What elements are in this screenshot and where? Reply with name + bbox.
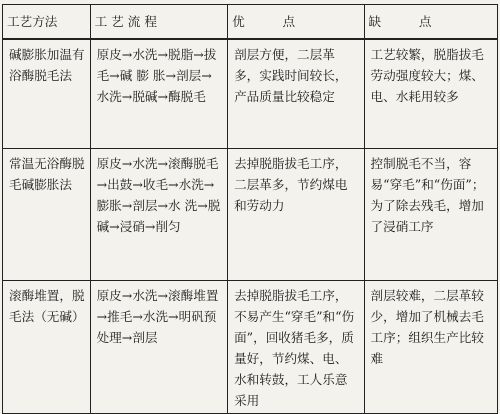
table-header-row bbox=[3, 5, 498, 40]
cell-process: 原皮→水洗→滚酶堆置→推毛→水洗→明矾预处理→剖层 bbox=[90, 281, 228, 414]
header-method: 工艺方法 bbox=[3, 5, 91, 40]
cell-advantages: 去掉脱脂拔毛工序，二层革多，节约煤电和劳动力 bbox=[228, 149, 364, 281]
cell-method: 常温无浴酶脱毛碱膨胀法 bbox=[3, 149, 91, 281]
header-disadvantages: 缺 点 bbox=[364, 5, 497, 40]
table-row bbox=[3, 149, 498, 281]
table-row bbox=[3, 39, 498, 149]
header-process: 工 艺 流 程 bbox=[90, 5, 228, 40]
cell-process: 原皮→水洗→滚酶脱毛→出鼓→收毛→水洗→膨胀→剖层→水 洗→脱 碱→浸硝→削匀 bbox=[90, 149, 228, 281]
cell-process: 原皮→水洗→脱脂→拔 毛→碱 膨 胀→剖层→水洗→脱碱→酶脱毛 bbox=[90, 39, 228, 149]
cell-disadvantages: 控制脱毛不当，容易“穿毛”和“伤面”；为了除去残毛，增加了浸硝工序 bbox=[364, 149, 497, 281]
cell-method: 碱膨胀加温有浴酶脱毛法 bbox=[3, 39, 91, 149]
cell-advantages: 去掉脱脂拔毛工序，不易产生“穿毛”和“伤面”，回收猪毛多，质量好，节约煤、电、水和转鼓，工人乐意采用 bbox=[228, 281, 364, 414]
cell-disadvantages: 工艺较繁，脱脂拔毛劳动强度较大；煤、电、水耗用较多 bbox=[364, 39, 497, 149]
table-row bbox=[3, 281, 498, 414]
header-advantages: 优 点 bbox=[228, 5, 364, 40]
process-comparison-table bbox=[2, 4, 498, 414]
cell-advantages: 剖层方便，二层革多，实践时间较长，产品质量比较稳定 bbox=[228, 39, 364, 149]
cell-disadvantages: 剖层较难，二层革较少，增加了机械去毛工序；组织生产比较难 bbox=[364, 281, 497, 414]
cell-method: 滚酶堆置，脱毛法（无碱） bbox=[3, 281, 91, 414]
